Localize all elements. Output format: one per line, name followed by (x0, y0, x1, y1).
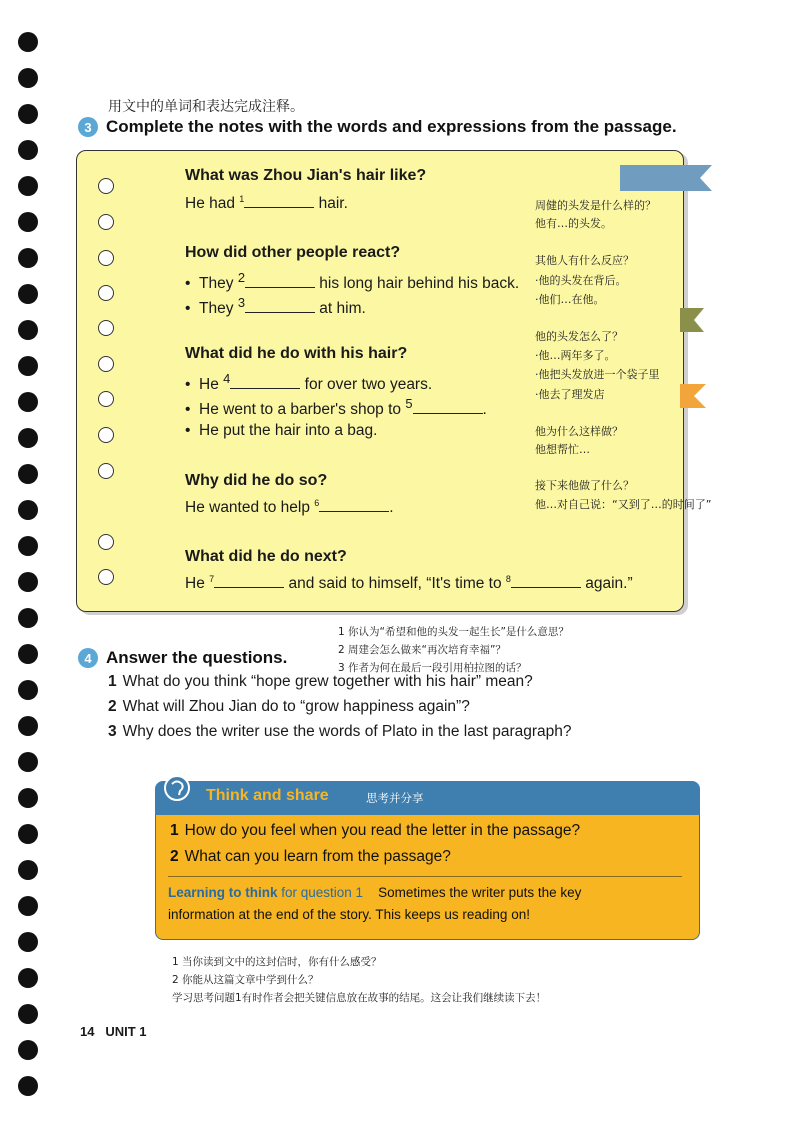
binder-hole (18, 860, 38, 880)
binder-hole (18, 68, 38, 88)
binder-hole (18, 1004, 38, 1024)
ring-hole (98, 569, 114, 585)
binder-hole (18, 932, 38, 952)
blank-6[interactable] (319, 497, 389, 512)
blank-5[interactable] (413, 399, 483, 414)
unit-label: UNIT 1 (105, 1024, 147, 1039)
binder-hole (18, 284, 38, 304)
note-question-why: Why did he do so? (185, 472, 328, 489)
note-bullet-6: • He put the hair into a bag. (185, 422, 378, 439)
divider (168, 876, 682, 877)
binder-hole (18, 680, 38, 700)
note-bullet-2: • They $^2$ his long hair behind his back. (185, 270, 520, 293)
ring-hole (98, 534, 114, 550)
binder-hole (18, 428, 38, 448)
answer-question-2: 2 What will Zhou Jian do to “grow happiness again”? (108, 698, 470, 715)
instruction-cn: 用文中的单词和表达完成注释。 (108, 99, 304, 115)
binder-hole (18, 896, 38, 916)
binder-hole (18, 32, 38, 52)
binder-hole (18, 716, 38, 736)
handwritten-note: 1 当你读到文中的这封信时，你有什么感受？ (172, 956, 382, 968)
handwritten-note: 他…对自己说：“又到了…的时间了” (535, 498, 712, 511)
ring-hole (98, 356, 114, 372)
binder-hole (18, 140, 38, 160)
handwritten-note: 其他人有什么反应？ (535, 254, 634, 267)
binder-hole (18, 1040, 38, 1060)
binder-hole (18, 536, 38, 556)
handwritten-note: ·他们…在他。 (535, 293, 605, 306)
binder-hole (18, 392, 38, 412)
think-title-cn: 思考并分享 (366, 791, 424, 805)
handwritten-note: ·他…两年多了。 (535, 349, 616, 362)
handwritten-note: 接下来他做了什么？ (535, 479, 634, 492)
learning-to-think-line-2: information at the end of the story. This keeps us reading on! (168, 907, 530, 922)
binder-hole (18, 248, 38, 268)
note-bullet-3: • They $^3$ at him. (185, 295, 366, 318)
handwritten-note: 3 作者为何在最后一段引用柏拉图的话？ (338, 662, 527, 674)
ring-hole (98, 427, 114, 443)
handwritten-note: 1 你认为“希望和他的头发一起生长”是什么意思？ (338, 626, 569, 638)
blue-tab (620, 165, 712, 191)
note-question-do: What did he do with his hair? (185, 345, 408, 362)
blank-3[interactable] (245, 298, 315, 313)
section-3-number: 3 (78, 117, 98, 137)
ring-hole (98, 178, 114, 194)
binder-hole (18, 968, 38, 988)
blank-7[interactable] (214, 573, 284, 588)
binder-hole (18, 212, 38, 232)
binder-hole (18, 320, 38, 340)
handwritten-note: 2 你能从这篇文章中学到什么？ (172, 974, 319, 986)
note-line-1: He had $^1$ hair. (185, 193, 348, 212)
handwritten-note: 他的头发怎么了？ (535, 330, 623, 343)
page-number: 14 (80, 1024, 95, 1039)
think-question-2: 2 What can you learn from the passage? (170, 848, 451, 865)
ring-hole (98, 463, 114, 479)
section-4-title: Answer the questions. (106, 648, 288, 667)
binder-hole (18, 176, 38, 196)
handwritten-note: ·他去了理发店 (535, 388, 605, 401)
ring-hole (98, 320, 114, 336)
orange-tab (680, 384, 706, 408)
think-title: Think and share (206, 787, 329, 804)
binder-hole (18, 572, 38, 592)
handwritten-note: 他想帮忙… (535, 443, 590, 456)
note-question-react: How did other people react? (185, 244, 401, 261)
blank-1[interactable] (244, 193, 314, 208)
note-line-7-8: He $^7$ and said to himself, “It's time to $^8$ again.” (185, 573, 633, 592)
note-question-hair: What was Zhou Jian's hair like? (185, 167, 427, 184)
binder-hole (18, 608, 38, 628)
binder-hole (18, 824, 38, 844)
binder-hole (18, 356, 38, 376)
note-line-6: He wanted to help $^6$ . (185, 497, 394, 516)
handwritten-note: 他为什么这样做？ (535, 425, 623, 438)
handwritten-note: 他有…的头发。 (535, 217, 612, 230)
binder-hole (18, 1076, 38, 1096)
binder-hole (18, 752, 38, 772)
blank-2[interactable] (245, 273, 315, 288)
green-tab (680, 308, 704, 332)
note-question-next: What did he do next? (185, 548, 347, 565)
handwritten-note: ·他把头发放进一个袋子里 (535, 368, 660, 381)
binder-hole (18, 464, 38, 484)
ring-hole (98, 250, 114, 266)
ring-hole (98, 214, 114, 230)
thinking-head-icon (163, 774, 191, 802)
binder-hole (18, 104, 38, 124)
note-bullet-5: • He went to a barber's shop to $^5$ . (185, 396, 487, 419)
handwritten-note: 2 周建会怎么做来“再次培育幸福”？ (338, 644, 506, 656)
ring-hole (98, 285, 114, 301)
handwritten-note: 学习思考问题1有时作者会把关键信息放在故事的结尾。这会让我们继续读下去！ (172, 992, 547, 1004)
blank-8[interactable] (511, 573, 581, 588)
handwritten-note: ·他的头发在背后。 (535, 274, 627, 287)
page-footer (80, 1024, 146, 1039)
binder-hole (18, 500, 38, 520)
binder-hole (18, 644, 38, 664)
learning-to-think-line-1: Learning to think for question 1 Sometimes the writer puts the key (168, 885, 582, 900)
handwritten-note: 周健的头发是什么样的？ (535, 199, 656, 212)
think-question-1: 1 How do you feel when you read the letter in the passage? (170, 822, 581, 839)
binder-hole (18, 788, 38, 808)
section-3-title: Complete the notes with the words and expressions from the passage. (106, 117, 677, 136)
ring-hole (98, 391, 114, 407)
section-4-number: 4 (78, 648, 98, 668)
answer-question-3: 3 Why does the writer use the words of Plato in the last paragraph? (108, 723, 572, 740)
note-bullet-4: • He $^4$ for over two years. (185, 371, 433, 394)
blank-4[interactable] (230, 374, 300, 389)
answer-question-1: 1 What do you think “hope grew together with his hair” mean? (108, 673, 533, 690)
